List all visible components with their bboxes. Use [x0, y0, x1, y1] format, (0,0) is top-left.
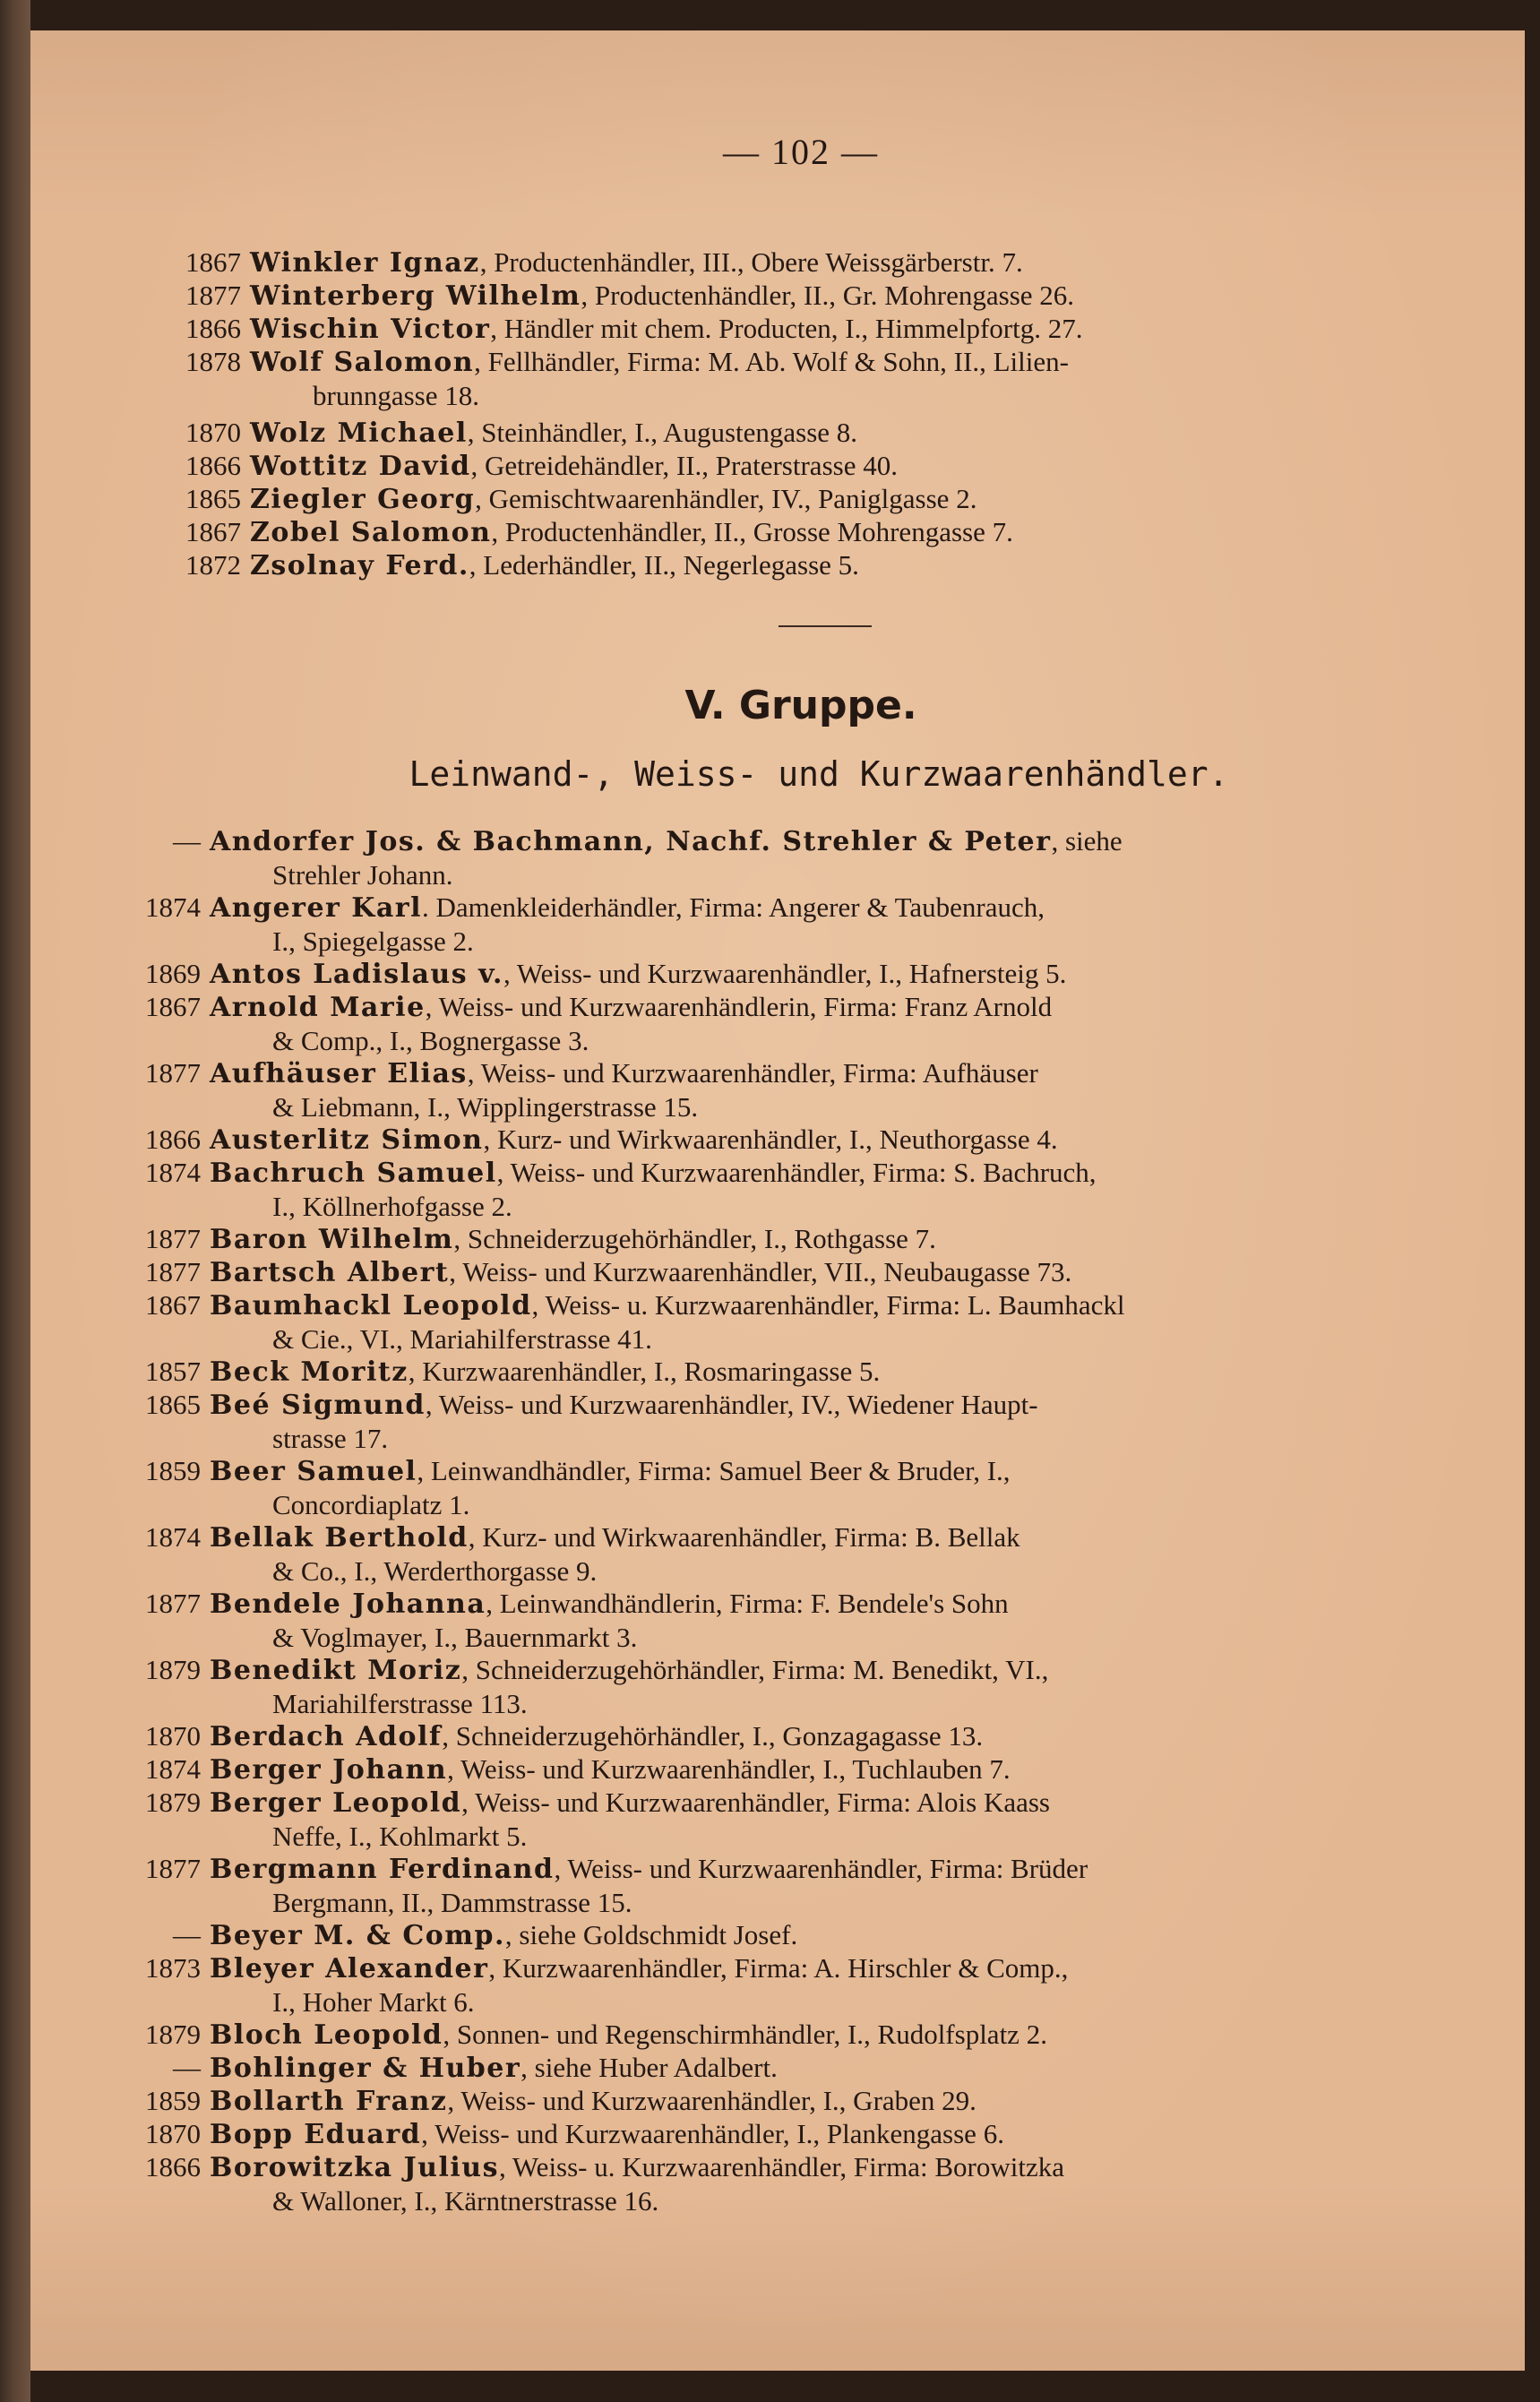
entry-name: Berger Johann	[210, 1754, 448, 1786]
entry-name: Bergmann Ferdinand	[210, 1854, 555, 1885]
list-item	[145, 1222, 1446, 1256]
list-item	[145, 2084, 1446, 2118]
list-item	[145, 1951, 1446, 2019]
entry-text: , Getreidehändler, II., Praterstrasse 40.	[470, 450, 898, 481]
entry-text: , Kurzwaarenhändler, I., Rosmaringasse 5.	[408, 1356, 881, 1387]
entry-text: , Händler mit chem. Producten, I., Himmelpfortg. 27.	[490, 313, 1083, 344]
entry-name: Ziegler Georg	[250, 484, 476, 515]
list-item	[145, 1520, 1446, 1588]
entry-name: Bopp Eduard	[210, 2119, 422, 2150]
entry-continuation: & Voglmayer, I., Bauernmarkt 3.	[272, 1622, 638, 1653]
entry-continuation: Bergmann, II., Dammstrasse 15.	[272, 1887, 632, 1918]
entry-name: Bendele Johanna	[210, 1588, 486, 1620]
list-item	[145, 957, 1446, 991]
entry-text: , Schneiderzugehörhändler, I., Gonzagagasse 13.	[442, 1720, 984, 1752]
entry-year: 1866	[145, 2151, 201, 2182]
entry-text: , siehe	[1051, 825, 1123, 857]
entry-name: Andorfer Jos. & Bachmann, Nachf. Strehler & Peter	[210, 826, 1052, 857]
entry-name: Bloch Leopold	[210, 2019, 443, 2051]
entry-name: Bellak Berthold	[210, 1522, 469, 1554]
entry-year: 1867	[145, 991, 201, 1022]
entry-year: 1869	[145, 958, 201, 989]
list-item	[145, 1852, 1446, 1919]
entry-year: 1873	[145, 1952, 201, 1984]
entry-text: , Weiss- und Kurzwaarenhändler, I., Hafnersteig 5.	[503, 958, 1067, 989]
list-item	[185, 245, 1486, 280]
entry-text: , Weiss- und Kurzwaarenhändlerin, Firma: Franz Arnold	[425, 991, 1053, 1022]
entry-text: , Schneiderzugehörhändler, I., Rothgasse 7.	[453, 1223, 936, 1254]
entry-text: , Weiss- u. Kurzwaarenhändler, Firma: Borowitzka	[498, 2151, 1064, 2182]
entry-year: 1870	[145, 1720, 201, 1752]
list-item	[145, 1355, 1446, 1389]
entry-continuation: strasse 17.	[272, 1423, 389, 1454]
entry-name: Antos Ladislaus v.	[210, 959, 503, 990]
entry-text: , Weiss- und Kurzwaarenhändler, Firma: Aufhäuser	[467, 1057, 1038, 1089]
entry-text: , Productenhändler, II., Grosse Mohrengasse 7.	[491, 516, 1013, 547]
entry-text: , Kurz- und Wirkwaarenhändler, I., Neuthorgasse 4.	[483, 1124, 1058, 1155]
entry-continuation: & Cie., VI., Mariahilferstrasse 41.	[272, 1323, 652, 1355]
entry-text: , Leinwandhändler, Firma: Samuel Beer & Bruder, I.,	[417, 1455, 1011, 1486]
entry-text: . Damenkleiderhändler, Firma: Angerer & Taubenrauch,	[422, 891, 1045, 923]
entry-name: Borowitzka Julius	[210, 2152, 499, 2183]
list-item	[173, 824, 1446, 891]
entry-year: 1874	[145, 1753, 201, 1785]
entry-text: , Weiss- und Kurzwaarenhändler, I., Plankengasse 6.	[421, 2118, 1004, 2149]
entry-continuation: brunngasse 18.	[313, 380, 479, 411]
entry-name: Angerer Karl	[210, 892, 423, 924]
entry-text: , Lederhändler, II., Negerlegasse 5.	[469, 549, 859, 581]
entry-name: Bohlinger & Huber	[210, 2053, 521, 2084]
entry-year: 1874	[145, 1521, 201, 1553]
page-number: — 102 —	[723, 132, 879, 172]
section-title: V. Gruppe.	[684, 683, 917, 728]
entry-year: 1870	[145, 2118, 201, 2149]
list-item	[145, 1786, 1446, 1853]
entry-name: Bachruch Samuel	[210, 1158, 497, 1189]
list-item	[173, 1918, 1446, 1952]
list-item	[185, 482, 1486, 516]
entry-name: Beer Samuel	[210, 1456, 417, 1487]
entry-name: Beé Sigmund	[210, 1390, 426, 1421]
list-item	[145, 1587, 1446, 1654]
entry-continuation: I., Köllnerhofgasse 2.	[272, 1191, 512, 1222]
entry-year: 1867	[145, 1289, 201, 1321]
entry-continuation: & Liebmann, I., Wipplingerstrasse 15.	[272, 1091, 699, 1123]
entry-name: Benedikt Moriz	[210, 1655, 462, 1686]
entry-text: , siehe Huber Adalbert.	[521, 2052, 778, 2083]
entry-name: Aufhäuser Elias	[210, 1058, 468, 1089]
list-item	[145, 1123, 1446, 1157]
entry-text: , Kurzwaarenhändler, Firma: A. Hirschler & Comp.,	[488, 1952, 1069, 1984]
list-item	[185, 279, 1486, 313]
book-binding	[0, 0, 30, 2402]
entry-continuation: & Co., I., Werderthorgasse 9.	[272, 1555, 598, 1587]
list-item	[145, 1454, 1446, 1521]
entry-name: Winkler Ignaz	[250, 247, 480, 279]
list-item	[145, 1653, 1446, 1720]
entry-name: Wischin Victor	[250, 314, 491, 345]
entry-continuation: Concordiaplatz 1.	[272, 1489, 470, 1520]
entry-year: 1877	[145, 1057, 201, 1089]
entry-text: , Steinhändler, I., Augustengasse 8.	[467, 417, 858, 448]
entry-year: 1866	[185, 450, 241, 481]
entry-text: , Sonnen- und Regenschirmhändler, I., Rudolfsplatz 2.	[443, 2019, 1047, 2050]
list-item	[145, 1156, 1446, 1223]
entry-text: , Leinwandhändlerin, Firma: F. Bendele's Sohn	[486, 1588, 1009, 1619]
entry-year: 1866	[185, 313, 241, 344]
entry-text: , Weiss- und Kurzwaarenhändler, Firma: Brüder	[554, 1853, 1088, 1884]
entry-year: —	[173, 1919, 201, 1950]
list-item	[145, 990, 1446, 1057]
entry-text: , Gemischtwaarenhändler, IV., Paniglgasse 2.	[475, 483, 977, 514]
entry-name: Zobel Salomon	[250, 517, 492, 548]
entry-text: , Fellhändler, Firma: M. Ab. Wolf & Sohn, II., Lilien-	[474, 346, 1069, 377]
entry-continuation: I., Hoher Markt 6.	[272, 1986, 475, 2018]
entry-year: 1877	[145, 1223, 201, 1254]
list-item	[145, 1056, 1446, 1124]
entry-year: 1865	[185, 483, 241, 514]
entry-name: Beck Moritz	[210, 1356, 409, 1388]
entry-year: 1874	[145, 1157, 201, 1188]
list-item	[185, 515, 1486, 549]
entry-continuation: Strehler Johann.	[272, 859, 453, 891]
entry-text: , Weiss- und Kurzwaarenhändler, I., Graben 29.	[447, 2085, 976, 2116]
list-item	[185, 449, 1486, 483]
list-item	[145, 1388, 1446, 1455]
list-item	[145, 1719, 1446, 1753]
entry-name: Arnold Marie	[210, 992, 426, 1023]
list-item	[185, 548, 1486, 582]
entry-text: , siehe Goldschmidt Josef.	[504, 1919, 798, 1950]
entry-year: 1877	[145, 1256, 201, 1287]
entry-year: 1865	[145, 1389, 201, 1420]
entry-text: , Productenhändler, II., Gr. Mohrengasse 26.	[581, 280, 1075, 311]
entry-name: Zsolnay Ferd.	[250, 550, 469, 581]
entry-continuation: & Comp., I., Bognergasse 3.	[272, 1025, 589, 1056]
entry-year: —	[173, 2052, 201, 2083]
entry-name: Berger Leopold	[210, 1787, 462, 1819]
entry-text: , Weiss- und Kurzwaarenhändler, IV., Wiedener Haupt-	[425, 1389, 1038, 1420]
entry-text: , Weiss- und Kurzwaarenhändler, Firma: Alois Kaass	[461, 1786, 1050, 1818]
list-item	[145, 1752, 1446, 1786]
entry-year: 1879	[145, 1654, 201, 1685]
entry-text: , Productenhändler, III., Obere Weissgärberstr. 7.	[479, 246, 1023, 278]
entry-year: 1879	[145, 2019, 201, 2050]
entry-name: Berdach Adolf	[210, 1721, 443, 1752]
list-item	[145, 1288, 1446, 1356]
entry-continuation: I., Spiegelgasse 2.	[272, 926, 474, 957]
entry-year: 1870	[185, 417, 241, 448]
entry-year: 1874	[145, 891, 201, 923]
list-item	[145, 1255, 1446, 1289]
entry-year: —	[173, 825, 201, 857]
entry-name: Beyer M. & Comp.	[210, 1920, 505, 1951]
entry-name: Winterberg Wilhelm	[250, 280, 581, 312]
entry-year: 1857	[145, 1356, 201, 1387]
list-item	[185, 312, 1486, 346]
entry-name: Bollarth Franz	[210, 2086, 448, 2117]
entry-name: Baumhackl Leopold	[210, 1290, 532, 1322]
entry-name: Bleyer Alexander	[210, 1953, 489, 1984]
list-item	[173, 2051, 1446, 2085]
list-item	[145, 2150, 1446, 2217]
entry-name: Wolz Michael	[250, 418, 468, 449]
entry-name: Wolf Salomon	[250, 347, 475, 378]
entry-year: 1872	[185, 549, 241, 581]
entry-continuation: Neffe, I., Kohlmarkt 5.	[272, 1821, 528, 1852]
entry-year: 1866	[145, 1124, 201, 1155]
book-page	[30, 30, 1525, 2371]
entry-name: Baron Wilhelm	[210, 1224, 454, 1255]
entry-name: Austerlitz Simon	[210, 1124, 484, 1156]
entry-text: , Weiss- u. Kurzwaarenhändler, Firma: L. Baumhackl	[531, 1289, 1125, 1321]
section-divider	[779, 625, 872, 627]
entry-name: Wottitz David	[250, 451, 471, 482]
entry-text: , Weiss- und Kurzwaarenhändler, I., Tuchlauben 7.	[447, 1753, 1011, 1785]
list-item	[185, 416, 1486, 450]
list-item	[145, 2018, 1446, 2052]
list-item	[145, 2117, 1446, 2151]
entry-name: Bartsch Albert	[210, 1257, 450, 1288]
entry-year: 1879	[145, 1786, 201, 1818]
entry-text: , Schneiderzugehörhändler, Firma: M. Benedikt, VI.,	[461, 1654, 1049, 1685]
entry-year: 1867	[185, 516, 241, 547]
entry-year: 1878	[185, 346, 241, 377]
entry-continuation: Mariahilferstrasse 113.	[272, 1688, 528, 1719]
entry-text: , Weiss- und Kurzwaarenhändler, Firma: S. Bachruch,	[496, 1157, 1097, 1188]
entry-year: 1877	[145, 1853, 201, 1884]
entry-text: , Kurz- und Wirkwaarenhändler, Firma: B. Bellak	[468, 1521, 1020, 1553]
entry-year: 1867	[185, 246, 241, 278]
entry-continuation: & Walloner, I., Kärntnerstrasse 16.	[272, 2185, 659, 2217]
list-item	[185, 345, 1486, 412]
entry-text: , Weiss- und Kurzwaarenhändler, VII., Neubaugasse 73.	[449, 1256, 1072, 1287]
entry-year: 1859	[145, 1455, 201, 1486]
entry-year: 1859	[145, 2085, 201, 2116]
section-subtitle: Leinwand-, Weiss- und Kurzwaarenhändler.	[409, 754, 1229, 794]
entry-year: 1877	[145, 1588, 201, 1619]
entry-year: 1877	[185, 280, 241, 311]
list-item	[145, 891, 1446, 958]
